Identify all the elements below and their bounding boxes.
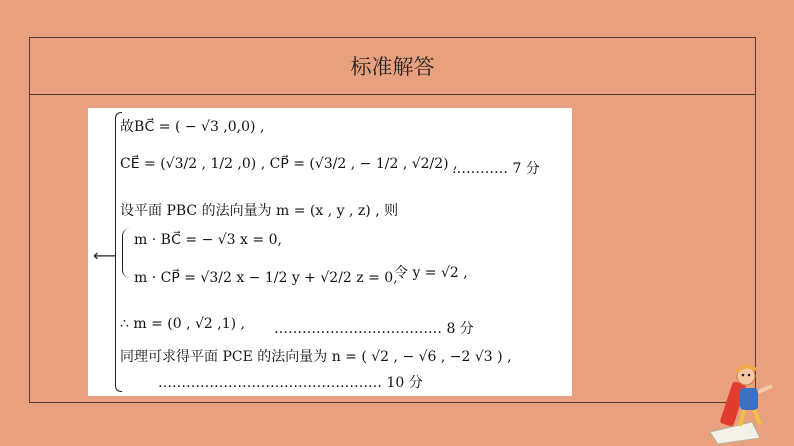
page-title: 标准解答 <box>350 55 435 79</box>
solution-line: 故BC⃗ = ( − √3 ,0,0) , <box>120 119 265 135</box>
arrow-left-icon: ⟵ <box>93 246 116 265</box>
score-8: ……………………………… 8 分 <box>274 321 474 337</box>
solution-card <box>88 108 572 396</box>
solution-line: m · BC⃗ = − √3 x = 0, <box>134 232 282 248</box>
solution-line: 同理可求得平面 PCE 的法向量为 n = ( √2 , − √6 , −2 √3 ) , <box>120 349 512 365</box>
system-brace <box>122 228 131 278</box>
solution-line: 令 y = √2 , <box>394 265 468 281</box>
solution-line: 设平面 PBC 的法向量为 m = (x , y , z) , 则 <box>120 203 399 219</box>
score-7: ………… 7 分 <box>452 161 540 177</box>
score-10: ………………………………………… 10 分 <box>158 375 423 391</box>
solution-line: CE⃗ = (√3/2 , 1/2 ,0) , CP⃗ = (√3/2 , − 1/2 , √2/2) , <box>120 156 458 172</box>
solution-line: ∴ m = (0 , √2 ,1) , <box>120 316 245 332</box>
pencil-mascot-icon <box>700 362 788 444</box>
solution-line: m · CP⃗ = √3/2 x − 1/2 y + √2/2 z = 0, <box>134 270 398 286</box>
title-bar <box>30 38 755 95</box>
